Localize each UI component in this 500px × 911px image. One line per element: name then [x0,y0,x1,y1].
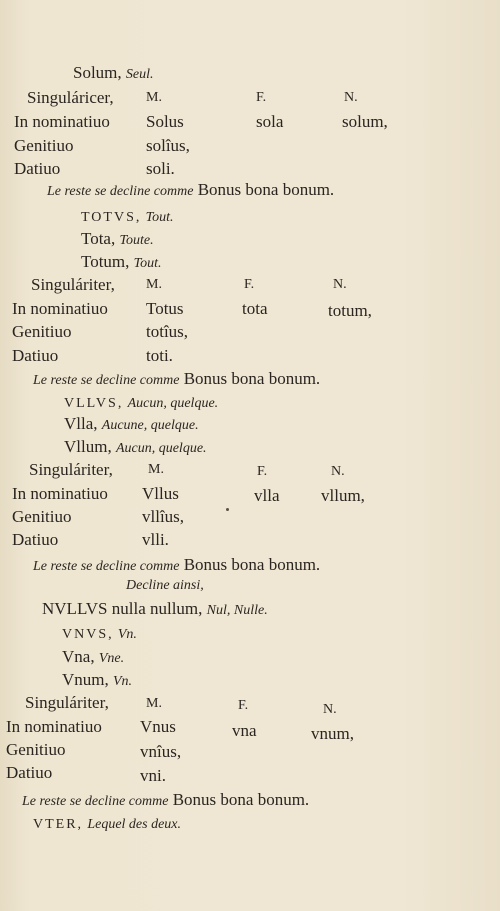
rest-latin: Bonus bona bonum. [172,790,310,809]
nominative-m: Totus [146,299,184,318]
line-latin: Tota, [81,229,116,248]
ullus-line3 [64,438,207,456]
line-french: Lequel des deux. [87,817,182,832]
unus-line3 [62,671,132,689]
line-french: Aucun, quelque. [115,441,207,456]
nominative-n: vllum, [321,486,365,505]
dative-label: Datiuo [14,159,61,178]
decline-so: Decline ainsi, [126,578,204,593]
genitive-m: vllîus, [142,507,185,526]
line-latin: VTER, [33,817,84,832]
nominative-n: vnum, [311,724,354,743]
header-singular: Singuláricer, [27,88,114,107]
ink-speck [226,508,229,511]
nominative-f: vna [232,721,257,740]
rest-french: Le reste se decline comme [33,373,180,388]
line-french: Tout. [145,210,174,225]
header-f: F. [238,698,249,713]
rest-french: Le reste se decline comme [22,794,169,809]
header-m: M. [146,696,162,711]
rest-french: Le reste se decline comme [47,184,194,199]
dative-m: toti. [146,346,173,365]
header-n: N. [331,464,345,479]
nominative-n: totum, [328,301,372,320]
header-singular: Singuláriter, [25,693,109,712]
line-latin: Vllum, [64,437,112,456]
header-n: N. [323,702,337,717]
line-latin: Vnum, [62,670,109,689]
nominative-label: In nominatiuo [14,112,110,131]
header-n: N. [333,277,347,292]
rest-declension [47,181,334,199]
line-latin: VNVS, [62,627,114,642]
header-singular: Singuláriter, [31,275,115,294]
dative-m: vlli. [142,530,169,549]
line-latin: Vlla, [64,414,98,433]
nominative-n: solum, [342,112,388,131]
title-french: Seul. [125,67,154,82]
nullus-line [42,600,268,618]
rest-french: Le reste se decline comme [33,559,180,574]
rest-declension [22,791,309,809]
line-latin: NVLLVS nulla nullum, [42,599,203,618]
line-french: Aucune, quelque. [101,418,199,433]
rest-declension [33,370,320,388]
header-m: M. [146,277,162,292]
genitive-m: vnîus, [140,742,182,761]
solus-title [73,64,154,82]
nominative-f: tota [242,299,268,318]
uter-line [33,814,181,832]
line-french: Vne. [98,651,125,666]
genitive-m: solîus, [146,136,190,155]
ullus-line1 [64,393,218,411]
header-singular: Singuláriter, [29,460,113,479]
totus-line1 [81,207,174,225]
line-latin: TOTVS, [81,210,142,225]
rest-latin: Bonus bona bonum. [183,369,321,388]
dative-label: Datiuo [6,763,53,782]
genitive-m: totîus, [146,322,189,341]
header-f: F. [244,277,255,292]
dative-m: soli. [146,159,175,178]
line-french: Vn. [113,674,133,689]
nominative-label: In nominatiuo [12,484,108,503]
unus-line2 [62,648,124,666]
header-m: M. [148,462,164,477]
line-french: Nul, Nulle. [206,603,268,618]
nominative-m: Vllus [142,484,179,503]
line-french: Toute. [119,233,154,248]
genitive-label: Genitiuo [12,322,72,341]
line-french: Vn. [117,627,137,642]
line-french: Tout. [133,256,162,271]
totus-line2 [81,230,154,248]
header-f: F. [256,90,267,105]
title-latin: Solum, [73,63,122,82]
line-latin: VLLVS, [64,396,124,411]
nominative-label: In nominatiuo [6,717,102,736]
unus-line1 [62,624,137,642]
rest-latin: Bonus bona bonum. [197,180,335,199]
header-m: M. [146,90,162,105]
nominative-f: vlla [254,486,280,505]
line-latin: Vna, [62,647,95,666]
ullus-line2 [64,415,199,433]
genitive-label: Genitiuo [14,136,74,155]
genitive-label: Genitiuo [6,740,66,759]
dative-label: Datiuo [12,346,59,365]
nominative-m: Solus [146,112,184,131]
genitive-label: Genitiuo [12,507,72,526]
line-french: Aucun, quelque. [127,396,219,411]
nominative-label: In nominatiuo [12,299,108,318]
dative-m: vni. [140,766,166,785]
totus-line3 [81,253,162,271]
line-latin: Totum, [81,252,130,271]
header-f: F. [257,464,268,479]
rest-latin: Bonus bona bonum. [183,555,321,574]
nominative-f: sola [256,112,284,131]
dative-label: Datiuo [12,530,59,549]
header-n: N. [344,90,358,105]
rest-declension [33,556,320,574]
nominative-m: Vnus [140,717,176,736]
